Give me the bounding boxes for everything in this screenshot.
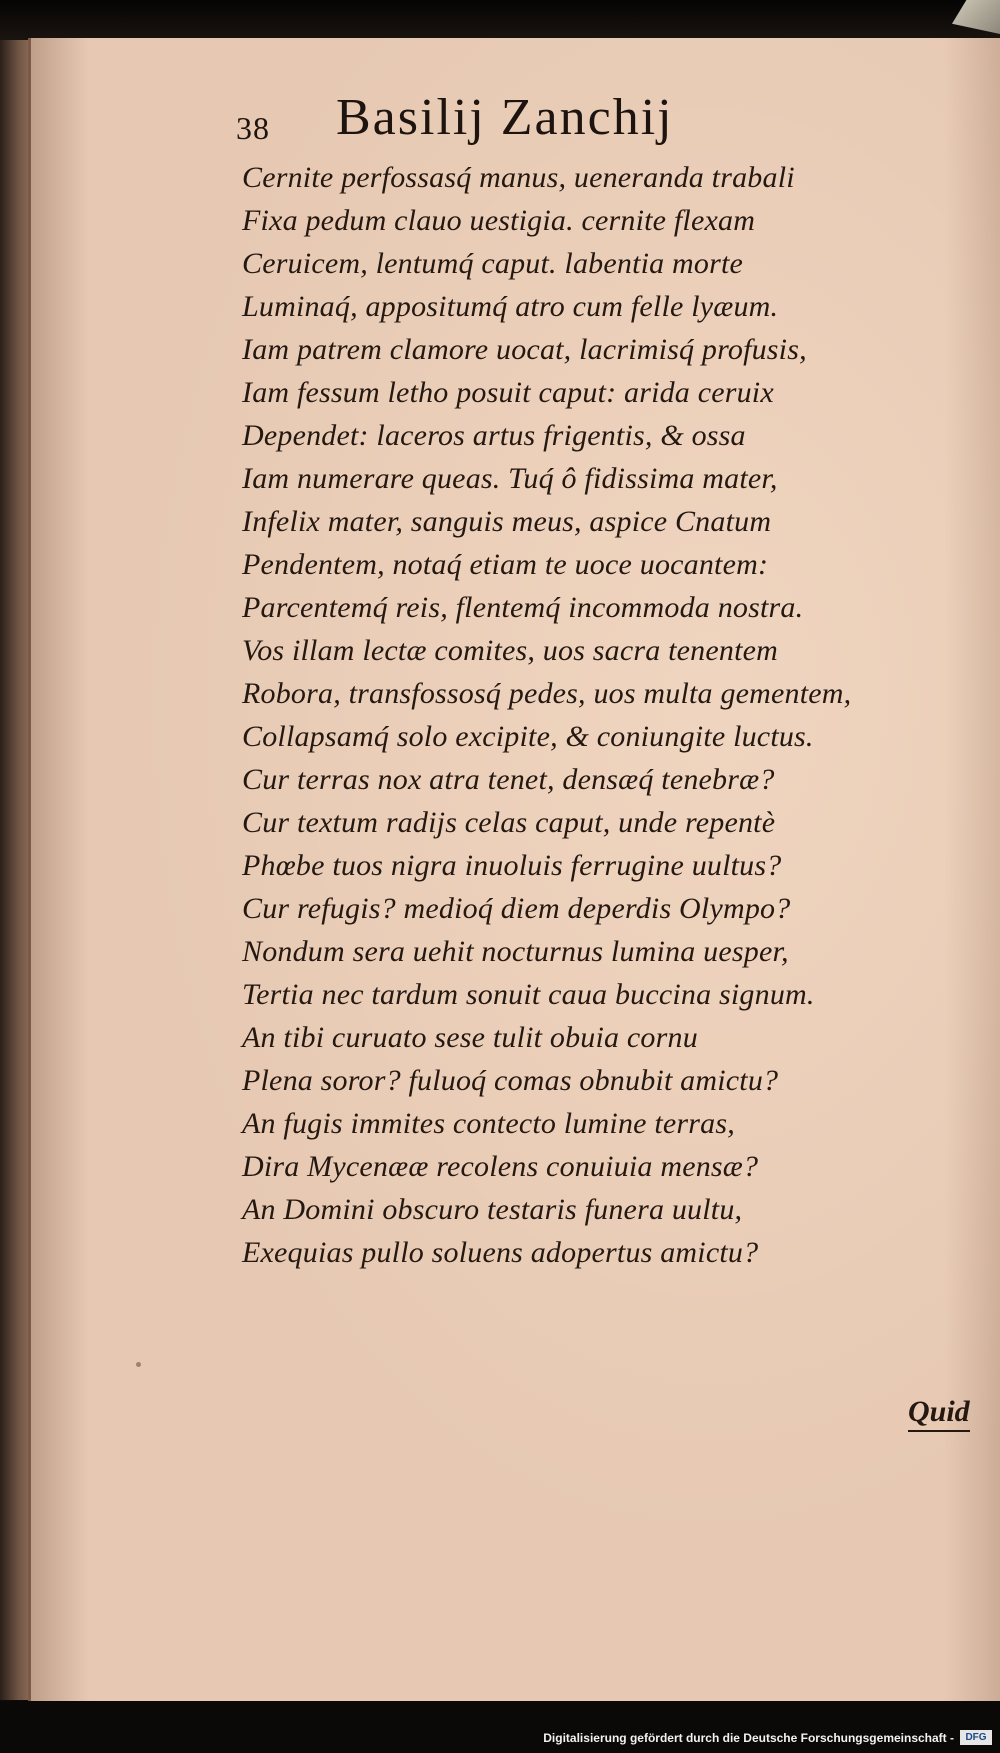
verse-line: Parcentemq́ reis, flentemq́ incommoda nostra. [242, 591, 804, 624]
book-spine-edge [0, 40, 30, 1700]
verse-line: Cur refugis? medioq́ diem deperdis Olympo? [242, 892, 791, 925]
verse-line: Cernite perfossasq́ manus, ueneranda trabali [242, 161, 795, 194]
verse-line: Iam fessum letho posuit caput: arida ceruix [242, 376, 774, 409]
verse-line: Plena soror? fuluoq́ comas obnubit amictu? [242, 1064, 779, 1097]
verse-line: Infelix mater, sanguis meus, aspice Cnatum [242, 505, 772, 538]
verse-line: Collapsamq́ solo excipite, & coniungite luctus. [242, 720, 814, 753]
paper-spot [136, 1362, 141, 1367]
verse-line: Fixa pedum clauo uestigia. cernite flexam [242, 204, 756, 237]
verse-line: Exequias pullo soluens adopertus amictu? [242, 1236, 759, 1269]
running-title: Basilij Zanchij [336, 89, 674, 146]
verse-line: Ceruicem, lentumq́ caput. labentia morte [242, 247, 744, 280]
verse-line: Phœbe tuos nigra inuoluis ferrugine uultus? [242, 849, 782, 882]
verse-line: Dependet: laceros artus frigentis, & ossa [242, 419, 746, 452]
verse-line: Pendentem, notaq́ etiam te uoce uocantem: [242, 548, 769, 581]
verse-line: Cur terras nox atra tenet, densæq́ tenebræ? [242, 763, 775, 796]
verse-text [242, 156, 942, 1274]
dfg-logo: DFG [960, 1730, 992, 1745]
catchword: Quid [908, 1394, 970, 1432]
verse-line: Cur textum radijs celas caput, unde repentè [242, 806, 776, 839]
page-number: 38 [236, 110, 270, 146]
running-head [236, 86, 836, 156]
verse-line: Dira Mycenææ recolens conuiuia mensæ? [242, 1150, 759, 1183]
verse-line: An Domini obscuro testaris funera uultu, [242, 1193, 743, 1226]
funding-credit: Digitalisierung gefördert durch die Deutsche Forschungsgemeinschaft - [543, 1731, 954, 1745]
verse-line: Nondum sera uehit nocturnus lumina uesper, [242, 935, 789, 968]
verse-line: An fugis immites contecto lumine terras, [242, 1107, 735, 1140]
verse-line: Luminaq́, appositumq́ atro cum felle lyæum. [242, 290, 779, 323]
digitization-footer [0, 1701, 1000, 1753]
scan-top-border [0, 0, 1000, 40]
verse-line: Tertia nec tardum sonuit caua buccina signum. [242, 978, 815, 1011]
verse-line: Iam numerare queas. Tuq́ ô fidissima mater, [242, 462, 778, 495]
verse-line: Vos illam lectæ comites, uos sacra tenentem [242, 634, 779, 667]
verse-line: An tibi curuato sese tulit obuia cornu [242, 1021, 698, 1054]
verse-line: Iam patrem clamore uocat, lacrimisq́ profusis, [242, 333, 807, 366]
verse-line: Robora, transfossosq́ pedes, uos multa gementem, [242, 677, 852, 710]
